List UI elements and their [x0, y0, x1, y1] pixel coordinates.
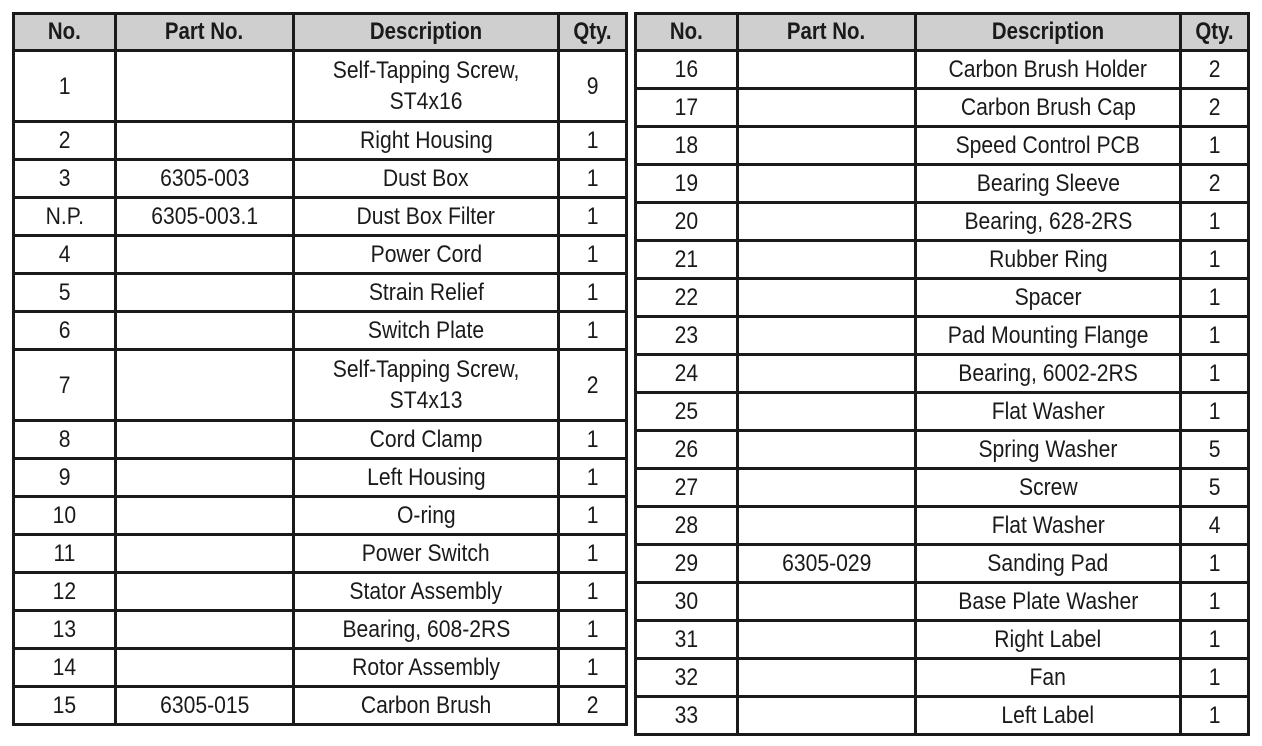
- cell-no: [14, 122, 116, 160]
- table-row: [636, 165, 1249, 203]
- parts-table-left: [12, 12, 628, 726]
- cell-no: [14, 649, 116, 687]
- table-row: [636, 203, 1249, 241]
- cell-description-text: Flat Washer: [991, 398, 1105, 425]
- cell-qty-text: 1: [1208, 322, 1221, 349]
- cell-qty: [1181, 469, 1249, 507]
- table-row: [636, 507, 1249, 545]
- cell-part-no: [738, 393, 916, 431]
- cell-no: [636, 279, 738, 317]
- cell-qty-text: 1: [586, 616, 599, 643]
- cell-qty: [1181, 317, 1249, 355]
- cell-qty: [1181, 431, 1249, 469]
- cell-qty: [559, 687, 627, 725]
- cell-no: [636, 127, 738, 165]
- cell-description-text: Left Housing: [366, 464, 486, 491]
- cell-qty: [1181, 621, 1249, 659]
- cell-description: [916, 241, 1181, 279]
- header-row: [636, 14, 1249, 51]
- cell-no-text: 11: [53, 540, 76, 567]
- cell-qty: [1181, 393, 1249, 431]
- cell-qty-text: 1: [1208, 550, 1221, 577]
- cell-description-text: Power Cord: [370, 241, 482, 268]
- cell-no-text: 33: [674, 702, 699, 729]
- cell-description-text: Strain Relief: [368, 279, 484, 306]
- cell-description: [916, 697, 1181, 735]
- cell-description-text: Spacer: [1014, 284, 1082, 311]
- parts-rows-right: [636, 51, 1249, 735]
- cell-no: [636, 659, 738, 697]
- table-row: [636, 241, 1249, 279]
- cell-no-text: 13: [52, 616, 77, 643]
- cell-qty-text: 1: [586, 127, 599, 154]
- cell-no-text: 21: [674, 246, 699, 273]
- table-row: [14, 421, 627, 459]
- cell-description-text: Spring Washer: [978, 436, 1118, 463]
- cell-description: [294, 573, 559, 611]
- cell-no: [636, 621, 738, 659]
- cell-no-text: 26: [674, 436, 699, 463]
- cell-part-no-text: 6305-003: [159, 165, 250, 192]
- cell-qty: [1181, 697, 1249, 735]
- cell-no-text: 28: [674, 512, 699, 539]
- table-row: [14, 274, 627, 312]
- cell-no: [636, 317, 738, 355]
- cell-no-text: 25: [674, 398, 699, 425]
- cell-qty: [1181, 241, 1249, 279]
- cell-part-no: [116, 649, 294, 687]
- cell-qty: [559, 350, 627, 421]
- cell-no: [14, 350, 116, 421]
- cell-description: [916, 317, 1181, 355]
- cell-no: [14, 236, 116, 274]
- table-row: [14, 236, 627, 274]
- cell-description: [294, 51, 559, 122]
- cell-description: [294, 535, 559, 573]
- table-row: [14, 312, 627, 350]
- cell-description-text: Power Switch: [362, 540, 490, 567]
- cell-qty: [559, 236, 627, 274]
- cell-qty-text: 1: [1208, 208, 1221, 235]
- cell-description-text: Flat Washer: [991, 512, 1105, 539]
- cell-qty-text: 1: [586, 165, 599, 192]
- table-row: [14, 350, 627, 421]
- cell-description-text: Self-Tapping Screw, ST4x16: [332, 57, 520, 115]
- cell-part-no: [116, 198, 294, 236]
- cell-description-text: Bearing Sleeve: [976, 170, 1120, 197]
- cell-no-text: 27: [674, 474, 699, 501]
- cell-no-text: 18: [674, 132, 699, 159]
- cell-qty-text: 1: [586, 502, 599, 529]
- cell-part-no: [738, 621, 916, 659]
- cell-no: [636, 355, 738, 393]
- cell-description: [916, 279, 1181, 317]
- header-qty: Qty.: [559, 14, 627, 51]
- cell-no-text: 6: [58, 317, 71, 344]
- table-row: [14, 573, 627, 611]
- cell-description: [916, 127, 1181, 165]
- cell-qty-text: 2: [586, 692, 599, 719]
- cell-qty-text: 1: [586, 578, 599, 605]
- cell-description-text: Pad Mounting Flange: [947, 322, 1149, 349]
- cell-no-text: 7: [58, 371, 71, 399]
- cell-qty: [559, 649, 627, 687]
- table-row: [14, 160, 627, 198]
- table-row: [636, 89, 1249, 127]
- cell-qty-text: 1: [586, 426, 599, 453]
- cell-qty-text: 2: [1208, 56, 1221, 83]
- cell-no: [14, 573, 116, 611]
- table-row: [636, 393, 1249, 431]
- header-row: [14, 14, 627, 51]
- cell-qty: [1181, 545, 1249, 583]
- cell-no-text: 19: [674, 170, 699, 197]
- cell-description-text: Carbon Brush Cap: [960, 94, 1136, 121]
- parts-table-right: [634, 12, 1250, 736]
- cell-part-no: [738, 355, 916, 393]
- table-row: [636, 279, 1249, 317]
- cell-description: [916, 355, 1181, 393]
- cell-description: [294, 611, 559, 649]
- cell-part-no: [116, 687, 294, 725]
- cell-description-text: Speed Control PCB: [955, 132, 1141, 159]
- cell-description-text: Carbon Brush: [360, 692, 492, 719]
- cell-qty: [559, 122, 627, 160]
- table-row: [14, 649, 627, 687]
- cell-qty: [559, 312, 627, 350]
- cell-part-no: [738, 659, 916, 697]
- cell-no-text: 9: [58, 464, 71, 491]
- cell-qty-text: 1: [1208, 360, 1221, 387]
- cell-qty-text: 1: [586, 203, 599, 230]
- cell-qty: [559, 421, 627, 459]
- cell-no: [14, 198, 116, 236]
- cell-no: [636, 697, 738, 735]
- header-part-no: Part No.: [116, 14, 294, 51]
- cell-qty: [559, 198, 627, 236]
- table-row: [636, 317, 1249, 355]
- table-row: [14, 687, 627, 725]
- header-no: No.: [636, 14, 738, 51]
- cell-qty-text: 1: [1208, 398, 1221, 425]
- cell-qty-text: 1: [586, 241, 599, 268]
- cell-no: [636, 51, 738, 89]
- cell-description: [294, 236, 559, 274]
- cell-description-text: Sanding Pad: [987, 550, 1109, 577]
- table-row: [14, 51, 627, 122]
- cell-qty-text: 1: [1208, 588, 1221, 615]
- table-row: [636, 127, 1249, 165]
- cell-part-no: [738, 317, 916, 355]
- cell-no-text: 15: [52, 692, 77, 719]
- cell-qty: [1181, 89, 1249, 127]
- cell-description: [916, 659, 1181, 697]
- cell-description: [294, 160, 559, 198]
- cell-no-text: 23: [674, 322, 699, 349]
- cell-no-text: 8: [58, 426, 71, 453]
- cell-description-text: Bearing, 628-2RS: [964, 208, 1132, 235]
- cell-no-text: 22: [674, 284, 699, 311]
- header-no: No.: [14, 14, 116, 51]
- cell-description: [916, 203, 1181, 241]
- cell-no: [14, 421, 116, 459]
- cell-part-no: [738, 241, 916, 279]
- cell-no: [14, 274, 116, 312]
- cell-no: [14, 459, 116, 497]
- cell-qty-text: 1: [586, 279, 599, 306]
- cell-no-text: N.P.: [45, 203, 84, 230]
- cell-qty: [559, 51, 627, 122]
- cell-part-no: [116, 459, 294, 497]
- cell-part-no: [738, 279, 916, 317]
- cell-description-text: Bearing, 6002-2RS: [958, 360, 1138, 387]
- cell-description-text: Switch Plate: [367, 317, 485, 344]
- cell-description-text: Cord Clamp: [369, 426, 483, 453]
- cell-description: [916, 431, 1181, 469]
- cell-part-no: [116, 497, 294, 535]
- cell-description: [916, 621, 1181, 659]
- cell-no-text: 4: [58, 241, 71, 268]
- table-row: [636, 355, 1249, 393]
- cell-qty-text: 1: [586, 540, 599, 567]
- cell-description-text: Right Label: [994, 626, 1102, 653]
- cell-no: [14, 611, 116, 649]
- cell-no: [14, 51, 116, 122]
- cell-description: [916, 583, 1181, 621]
- cell-qty-text: 2: [1208, 94, 1221, 121]
- cell-qty: [1181, 279, 1249, 317]
- cell-no-text: 29: [674, 550, 699, 577]
- cell-part-no: [738, 507, 916, 545]
- cell-no-text: 24: [674, 360, 699, 387]
- cell-no: [636, 393, 738, 431]
- cell-description-text: Base Plate Washer: [957, 588, 1138, 615]
- cell-qty-text: 1: [586, 464, 599, 491]
- table-row: [636, 469, 1249, 507]
- table-row: [14, 611, 627, 649]
- cell-part-no: [116, 122, 294, 160]
- header-part-no: Part No.: [738, 14, 916, 51]
- cell-description-text: Self-Tapping Screw, ST4x13: [332, 356, 520, 414]
- cell-no: [636, 203, 738, 241]
- cell-description-text: Carbon Brush Holder: [948, 56, 1148, 83]
- table-row: [636, 621, 1249, 659]
- cell-description: [294, 274, 559, 312]
- cell-no-text: 14: [52, 654, 77, 681]
- cell-qty-text: 1: [1208, 664, 1221, 691]
- cell-no: [636, 545, 738, 583]
- cell-part-no: [116, 611, 294, 649]
- table-row: [14, 497, 627, 535]
- cell-qty: [1181, 583, 1249, 621]
- cell-part-no: [738, 165, 916, 203]
- cell-description: [294, 122, 559, 160]
- cell-qty-text: 1: [586, 317, 599, 344]
- cell-description: [294, 687, 559, 725]
- cell-qty: [1181, 127, 1249, 165]
- cell-part-no: [116, 535, 294, 573]
- cell-qty: [559, 535, 627, 573]
- cell-no-text: 10: [52, 502, 77, 529]
- cell-qty: [559, 611, 627, 649]
- cell-no: [636, 241, 738, 279]
- cell-description: [294, 312, 559, 350]
- cell-description: [916, 469, 1181, 507]
- cell-description-text: Right Housing: [359, 127, 493, 154]
- cell-no-text: 20: [674, 208, 699, 235]
- cell-qty-text: 5: [1208, 474, 1221, 501]
- cell-qty: [559, 573, 627, 611]
- cell-part-no: [738, 431, 916, 469]
- cell-no: [636, 89, 738, 127]
- cell-part-no-text: 6305-029: [781, 550, 872, 577]
- cell-description-text: Fan: [1029, 664, 1067, 691]
- table-row: [636, 431, 1249, 469]
- cell-no: [14, 312, 116, 350]
- cell-part-no: [738, 583, 916, 621]
- header-description: Description: [916, 14, 1181, 51]
- cell-part-no-text: 6305-015: [159, 692, 250, 719]
- cell-no-text: 3: [58, 165, 71, 192]
- cell-qty: [1181, 51, 1249, 89]
- cell-no: [636, 431, 738, 469]
- cell-no-text: 30: [674, 588, 699, 615]
- cell-description: [916, 393, 1181, 431]
- cell-part-no: [116, 274, 294, 312]
- cell-qty: [559, 459, 627, 497]
- cell-qty-text: 4: [1208, 512, 1221, 539]
- cell-part-no: [738, 697, 916, 735]
- cell-qty: [1181, 507, 1249, 545]
- cell-description: [294, 649, 559, 687]
- cell-description-text: Stator Assembly: [349, 578, 503, 605]
- cell-description-text: Rotor Assembly: [352, 654, 500, 681]
- cell-no: [636, 583, 738, 621]
- cell-description-text: O-ring: [396, 502, 456, 529]
- cell-description: [294, 350, 559, 421]
- cell-qty-text: 1: [1208, 284, 1221, 311]
- cell-description-text: Bearing, 608-2RS: [342, 616, 510, 643]
- cell-no: [636, 507, 738, 545]
- cell-part-no: [738, 89, 916, 127]
- cell-qty: [559, 497, 627, 535]
- cell-part-no: [116, 350, 294, 421]
- cell-qty: [559, 274, 627, 312]
- cell-qty: [559, 160, 627, 198]
- cell-description-text: Rubber Ring: [988, 246, 1108, 273]
- cell-part-no: [116, 312, 294, 350]
- cell-no-text: 32: [674, 664, 699, 691]
- table-row: [636, 659, 1249, 697]
- cell-part-no: [738, 469, 916, 507]
- cell-description: [294, 198, 559, 236]
- cell-part-no: [738, 127, 916, 165]
- table-row: [14, 535, 627, 573]
- cell-no: [636, 165, 738, 203]
- cell-qty-text: 9: [586, 72, 599, 100]
- cell-no: [14, 687, 116, 725]
- cell-description: [916, 507, 1181, 545]
- cell-description: [294, 459, 559, 497]
- cell-no-text: 17: [674, 94, 699, 121]
- cell-part-no: [116, 573, 294, 611]
- cell-part-no: [738, 545, 916, 583]
- parts-rows-left: [14, 51, 627, 725]
- cell-qty-text: 2: [586, 371, 599, 399]
- cell-description: [916, 545, 1181, 583]
- cell-part-no: [116, 421, 294, 459]
- cell-description: [294, 421, 559, 459]
- cell-part-no: [738, 51, 916, 89]
- cell-no-text: 12: [52, 578, 77, 605]
- cell-qty-text: 5: [1208, 436, 1221, 463]
- header-description: Description: [294, 14, 559, 51]
- cell-description-text: Left Label: [1001, 702, 1095, 729]
- cell-part-no: [116, 236, 294, 274]
- cell-no-text: 16: [674, 56, 699, 83]
- cell-description: [916, 89, 1181, 127]
- cell-description-text: Screw: [1018, 474, 1078, 501]
- cell-qty: [1181, 203, 1249, 241]
- table-row: [636, 545, 1249, 583]
- table-row: [636, 51, 1249, 89]
- cell-no: [14, 160, 116, 198]
- cell-description: [916, 51, 1181, 89]
- cell-no: [14, 497, 116, 535]
- cell-part-no: [116, 51, 294, 122]
- cell-no-text: 1: [58, 72, 71, 100]
- table-row: [14, 198, 627, 236]
- cell-part-no: [738, 203, 916, 241]
- cell-qty-text: 1: [586, 654, 599, 681]
- cell-qty: [1181, 355, 1249, 393]
- cell-qty-text: 1: [1208, 246, 1221, 273]
- cell-no: [636, 469, 738, 507]
- cell-part-no-text: 6305-003.1: [151, 203, 258, 230]
- cell-qty: [1181, 659, 1249, 697]
- cell-no: [14, 535, 116, 573]
- table-row: [636, 697, 1249, 735]
- cell-qty-text: 1: [1208, 626, 1221, 653]
- table-row: [14, 122, 627, 160]
- header-qty: Qty.: [1181, 14, 1249, 51]
- cell-description: [916, 165, 1181, 203]
- table-row: [636, 583, 1249, 621]
- cell-qty-text: 1: [1208, 132, 1221, 159]
- table-row: [14, 459, 627, 497]
- cell-no-text: 5: [58, 279, 71, 306]
- cell-qty-text: 2: [1208, 170, 1221, 197]
- cell-description-text: Dust Box Filter: [356, 203, 496, 230]
- cell-no-text: 31: [674, 626, 699, 653]
- cell-no-text: 2: [58, 127, 71, 154]
- cell-description: [294, 497, 559, 535]
- cell-qty: [1181, 165, 1249, 203]
- cell-part-no: [116, 160, 294, 198]
- cell-qty-text: 1: [1208, 702, 1221, 729]
- cell-description-text: Dust Box: [383, 165, 469, 192]
